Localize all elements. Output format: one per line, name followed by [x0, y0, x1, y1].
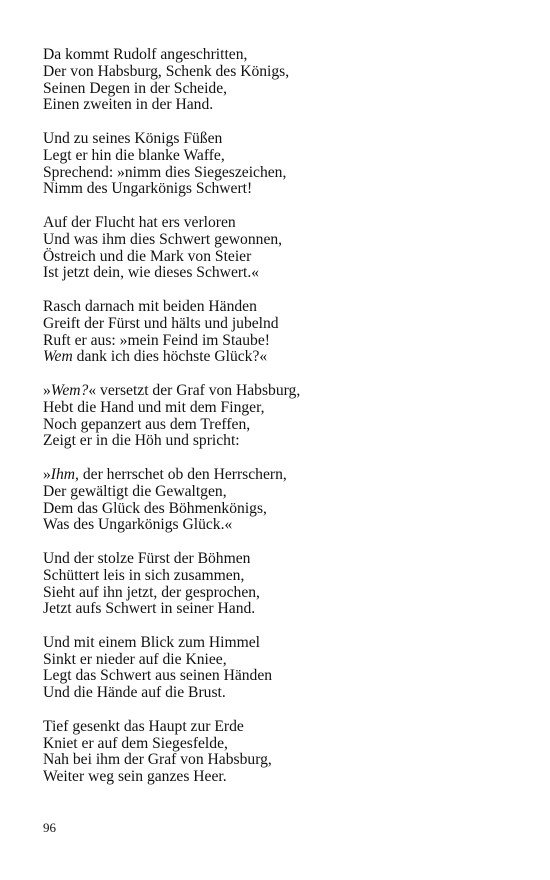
poem-line: [43, 265, 503, 282]
line-text: Jetzt aufs Schwert in seiner Hand.: [43, 600, 256, 618]
line-text: « versetzt der Graf von Habsburg,: [88, 381, 301, 399]
poem-line: [43, 232, 503, 249]
poem-line: [43, 131, 503, 148]
poem-line: [43, 601, 503, 618]
poem-line: [43, 148, 503, 165]
line-text: Legt er hin die blanke Waffe,: [43, 146, 225, 164]
line-text: Was des Ungarkönigs Glück.«: [43, 516, 233, 534]
poem-line: [43, 47, 503, 64]
poem-line: [43, 769, 503, 786]
page-number: 96: [43, 820, 56, 835]
poem-line: [43, 333, 503, 350]
stanza: [43, 47, 503, 114]
line-text: Sieht auf ihn jetzt, der gesprochen,: [43, 583, 260, 601]
line-text: Dem das Glück des Böhmenkönigs,: [43, 499, 267, 517]
poem-line: [43, 64, 503, 81]
line-text: Legt das Schwert aus seinen Händen: [43, 667, 273, 685]
poem-line: [43, 249, 503, 266]
poem-line: [43, 752, 503, 769]
line-text: Und was ihm dies Schwert gewonnen,: [43, 230, 283, 248]
line-text: Weiter weg sein ganzes Heer.: [43, 768, 227, 786]
line-text: Sprechend: »nimm dies Siegeszeichen,: [43, 163, 287, 181]
poem-line: [43, 316, 503, 333]
line-text: »: [43, 381, 51, 399]
poem-line: [43, 383, 503, 400]
stanza: [43, 551, 503, 618]
poem-line: [43, 417, 503, 434]
italic-text: Wem: [43, 348, 73, 366]
poem-text: [43, 47, 503, 786]
poem-line: [43, 349, 503, 366]
poem-line: [43, 501, 503, 518]
line-text: Auf der Flucht hat ers verloren: [43, 213, 236, 231]
stanza: [43, 299, 503, 366]
poem-line: [43, 517, 503, 534]
line-text: Noch gepanzert aus dem Treffen,: [43, 415, 251, 433]
poem-line: [43, 299, 503, 316]
line-text: dank ich dies höchste Glück?«: [72, 348, 268, 366]
line-text: Ruft er aus: »mein Feind im Staube!: [43, 331, 270, 349]
stanza: [43, 215, 503, 282]
line-text: Der gewältigt die Gewaltgen,: [43, 482, 227, 500]
line-text: Schüttert leis in sich zusammen,: [43, 566, 245, 584]
line-text: Hebt die Hand und mit dem Finger,: [43, 398, 265, 416]
poem-line: [43, 685, 503, 702]
line-text: Sinkt er nieder auf die Kniee,: [43, 650, 227, 668]
poem-line: [43, 467, 503, 484]
line-text: Und die Hände auf die Brust.: [43, 684, 226, 702]
line-text: Tief gesenkt das Haupt zur Erde: [43, 717, 244, 735]
line-text: Östreich und die Mark von Steier: [43, 247, 252, 265]
line-text: Rasch darnach mit beiden Händen: [43, 297, 257, 315]
italic-text: Wem?: [50, 381, 89, 399]
line-text: Kniet er auf dem Siegesfelde,: [43, 734, 228, 752]
italic-text: Ihm,: [50, 465, 79, 483]
poem-line: [43, 215, 503, 232]
poem-line: [43, 652, 503, 669]
stanza: [43, 719, 503, 786]
poem-line: [43, 736, 503, 753]
poem-line: [43, 719, 503, 736]
line-text: der herrschet ob den Herrschern,: [78, 465, 287, 483]
line-text: Einen zweiten in der Hand.: [43, 96, 214, 114]
poem-line: [43, 668, 503, 685]
poem-line: [43, 97, 503, 114]
poem-line: [43, 165, 503, 182]
line-text: Zeigt er in die Höh und spricht:: [43, 432, 240, 450]
line-text: »: [43, 465, 51, 483]
line-text: Seinen Degen in der Scheide,: [43, 79, 228, 97]
poem-line: [43, 433, 503, 450]
stanza: [43, 131, 503, 198]
poem-line: [43, 81, 503, 98]
line-text: Ist jetzt dein, wie dieses Schwert.«: [43, 264, 260, 282]
line-text: Nah bei ihm der Graf von Habsburg,: [43, 751, 272, 769]
poem-line: [43, 484, 503, 501]
line-text: Da kommt Rudolf angeschritten,: [43, 46, 248, 63]
line-text: Und der stolze Fürst der Böhmen: [43, 549, 251, 567]
line-text: Und zu seines Königs Füßen: [43, 129, 223, 147]
stanza: [43, 467, 503, 534]
line-text: Nimm des Ungarkönigs Schwert!: [43, 180, 253, 198]
line-text: Und mit einem Blick zum Himmel: [43, 633, 260, 651]
poem-line: [43, 585, 503, 602]
poem-line: [43, 400, 503, 417]
poem-line: [43, 568, 503, 585]
line-text: Der von Habsburg, Schenk des Königs,: [43, 62, 290, 80]
poem-line: [43, 635, 503, 652]
stanza: [43, 383, 503, 450]
poem-line: [43, 551, 503, 568]
stanza: [43, 635, 503, 702]
poem-line: [43, 181, 503, 198]
line-text: Greift der Fürst und hälts und jubelnd: [43, 314, 279, 332]
